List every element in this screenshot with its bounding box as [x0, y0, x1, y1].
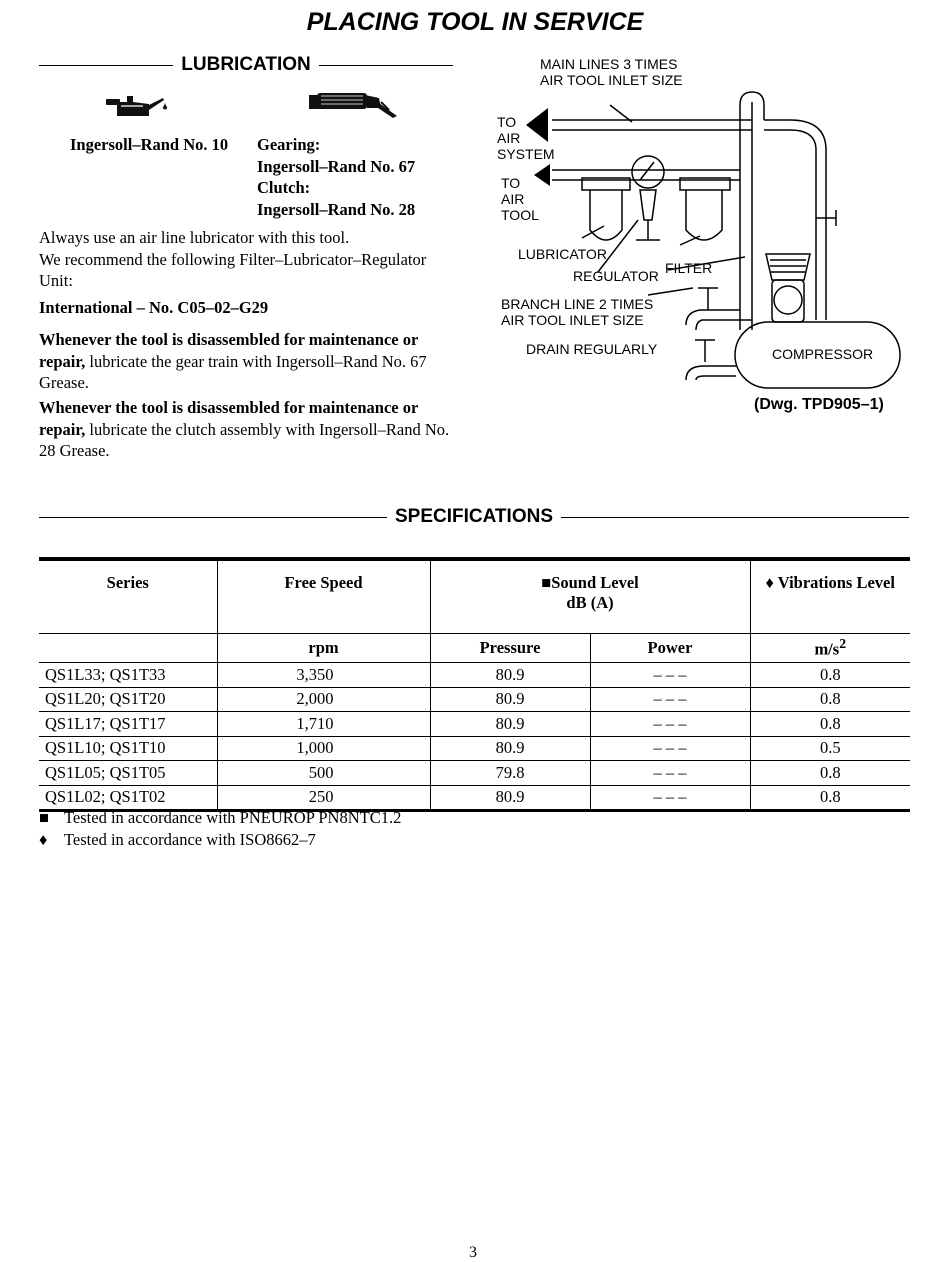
pressure-subheader: Pressure — [430, 634, 590, 663]
vibration-cell: 0.8 — [750, 785, 910, 811]
pressure-cell: 80.9 — [430, 785, 590, 811]
heading-rule-right — [561, 517, 909, 518]
specifications-table — [39, 557, 910, 812]
pressure-cell: 80.9 — [430, 736, 590, 761]
to-air-system-label: TO AIR SYSTEM — [497, 114, 555, 162]
lubricator-paragraph — [39, 227, 453, 292]
rpm-cell: 2,000 — [217, 687, 430, 712]
vibration-cell: 0.8 — [750, 663, 910, 688]
vibration-cell: 0.8 — [750, 712, 910, 737]
grease-gun-icon — [305, 88, 400, 124]
clutch-paragraph — [39, 397, 453, 462]
pressure-cell: 80.9 — [430, 712, 590, 737]
table-row — [39, 785, 910, 811]
gearing-value: Ingersoll–Rand No. 67 — [257, 156, 416, 176]
pressure-cell: 80.9 — [430, 663, 590, 688]
footnote-vibration: ♦ Tested in accordance with ISO8662–7 — [39, 830, 316, 849]
rpm-cell: 500 — [217, 761, 430, 786]
rpm-subheader: rpm — [217, 634, 430, 663]
clutch-bold: Whenever the tool is disassembled for maintenance or repair, — [39, 398, 419, 439]
compressor-head — [766, 254, 810, 280]
main-air-line — [552, 120, 752, 130]
regulator-body — [640, 190, 656, 220]
table-subheader-row — [39, 634, 910, 663]
ms-subheader: $m/s^2$ — [750, 634, 910, 663]
specifications-heading-text: SPECIFICATIONS — [395, 506, 553, 527]
vibration-cell: 0.5 — [750, 736, 910, 761]
series-cell: QS1L33; QS1T33 — [39, 663, 217, 688]
gear-train-paragraph — [39, 329, 453, 394]
lubricator-label: LUBRICATOR — [518, 246, 607, 262]
gearing-block — [257, 134, 415, 220]
power-cell: – – – — [590, 687, 750, 712]
table-row — [39, 712, 910, 737]
oil-can-icon — [103, 90, 171, 122]
power-cell: – – – — [590, 761, 750, 786]
vibrations-header: ♦ Vibrations Level — [750, 559, 910, 634]
vibration-cell: 0.8 — [750, 687, 910, 712]
table-row — [39, 663, 910, 688]
drawing-reference: (Dwg. TPD905–1) — [754, 396, 884, 413]
branch-line-label: BRANCH LINE 2 TIMES AIR TOOL INLET SIZE — [501, 296, 654, 328]
to-air-tool-label: TO AIR TOOL — [501, 175, 539, 223]
page-number: 3 — [469, 1244, 477, 1261]
series-cell: QS1L05; QS1T05 — [39, 761, 217, 786]
international-part-number: International – No. C05–02–G29 — [39, 298, 269, 317]
table-row — [39, 736, 910, 761]
free-speed-header: Free Speed — [217, 559, 430, 634]
blank-subheader — [39, 634, 217, 663]
rpm-cell: 1,710 — [217, 712, 430, 737]
clutch-label: Clutch: — [257, 178, 311, 197]
table-row — [39, 687, 910, 712]
power-subheader: Power — [590, 634, 750, 663]
pressure-cell: 80.9 — [430, 687, 590, 712]
series-cell: QS1L20; QS1T20 — [39, 687, 217, 712]
lubricator-bowl — [590, 190, 622, 240]
heading-rule-left — [39, 65, 173, 66]
lubrication-heading-text: LUBRICATION — [181, 54, 311, 75]
regulator-gauge — [632, 156, 664, 188]
clutch-rest: lubricate the clutch assembly with Ingersoll–Rand No. 28 Grease. — [39, 419, 450, 460]
series-cell: QS1L10; QS1T10 — [39, 736, 217, 761]
rpm-cell: 250 — [217, 785, 430, 811]
regulator-label: REGULATOR — [573, 268, 659, 284]
clutch-value: Ingersoll–Rand No. 28 — [257, 199, 416, 219]
heading-rule-right — [319, 65, 453, 66]
table-header-row — [39, 559, 910, 634]
lubricator-sentence: Always use an air line lubricator with this tool. — [39, 228, 350, 247]
drain-label: DRAIN REGULARLY — [526, 341, 658, 357]
series-header: Series — [39, 559, 217, 634]
sound-level-header: ■Sound Level dB (A) — [430, 559, 750, 634]
vibration-cell: 0.8 — [750, 761, 910, 786]
main-lines-label: MAIN LINES 3 TIMES AIR TOOL INLET SIZE — [540, 56, 683, 88]
rpm-cell: 3,350 — [217, 663, 430, 688]
power-cell: – – – — [590, 785, 750, 811]
gearing-label: Gearing: — [257, 135, 321, 154]
power-cell: – – – — [590, 736, 750, 761]
specifications-heading — [39, 506, 909, 528]
series-cell: QS1L02; QS1T02 — [39, 785, 217, 811]
gear-train-bold: Whenever the tool is disassembled for maintenance or repair, — [39, 330, 419, 371]
filter-bowl — [686, 190, 722, 240]
page-title: PLACING TOOL IN SERVICE — [306, 8, 644, 36]
power-cell: – – – — [590, 663, 750, 688]
filter-label: FILTER — [665, 260, 713, 276]
compressor-label: COMPRESSOR — [772, 346, 874, 362]
power-cell: – – – — [590, 712, 750, 737]
gear-train-rest: lubricate the gear train with Ingersoll–Rand No. 67 Grease. — [39, 351, 427, 392]
heading-rule-left — [39, 517, 387, 518]
table-row — [39, 761, 910, 786]
series-cell: QS1L17; QS1T17 — [39, 712, 217, 737]
oil-lubricant-label: Ingersoll–Rand No. 10 — [70, 135, 229, 154]
lubrication-heading — [39, 54, 453, 76]
recommend-sentence: We recommend the following Filter–Lubricator–Regulator Unit: — [39, 249, 427, 290]
footnote-sound: ■ Tested in accordance with PNEUROP PN8NTC1.2 — [39, 808, 402, 827]
rpm-cell: 1,000 — [217, 736, 430, 761]
pressure-cell: 79.8 — [430, 761, 590, 786]
